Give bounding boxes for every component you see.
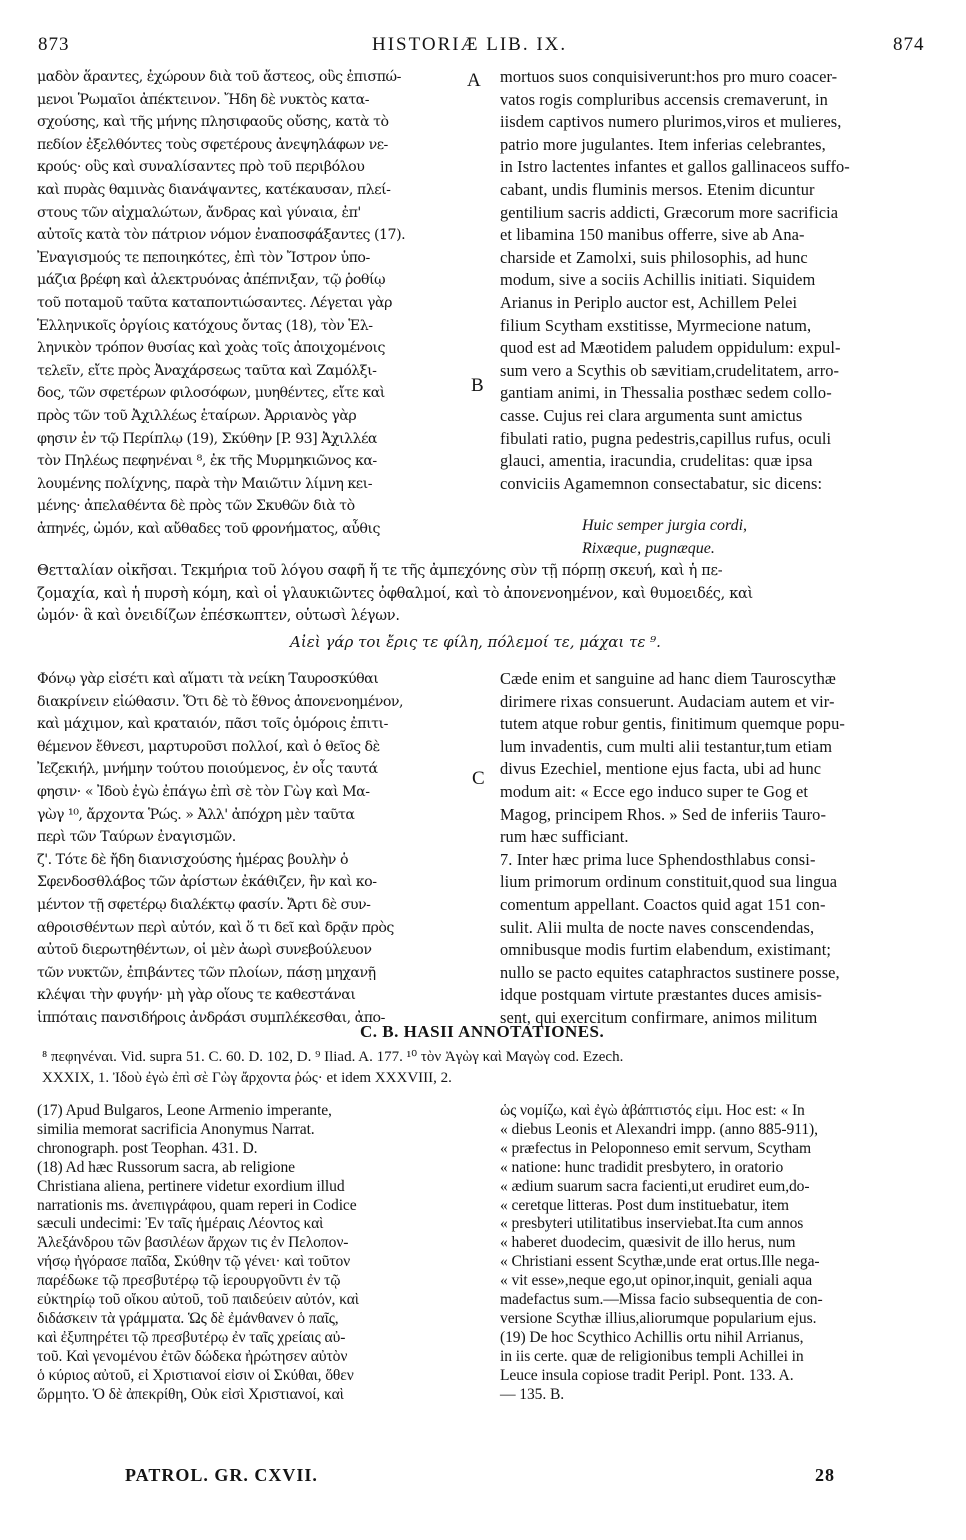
greek-text-line: πεδίον ἐξελθόντες τοὺς σφετέρους ἀνεψηλάφων νε- [37, 136, 388, 153]
latin-text-line: idque postquam virtute præstantes duces amisis- [500, 985, 822, 1005]
latin-text-line: divus Ezechiel, mentione ejus facta, ubi ad hunc [500, 759, 822, 779]
latin-text-line: sent, qui exercitum confirmare, animos militum [500, 1007, 818, 1027]
greek-text-line: μέντον τῇ σφετέρῳ διαλέκτῳ φασίν. Ἄρτι δὲ συν- [37, 896, 371, 913]
annotation-line: Leuce insula copiose tradit Peripl. Pont. 133. A. [500, 1366, 794, 1384]
latin-column-1 [500, 66, 850, 495]
annotation-line: « ceretque litteras. Post dum instituebatur, item [500, 1196, 789, 1214]
latin-text-line: fibulati ratio, pugna pedestris,capillus rufus, oculi [500, 428, 832, 448]
latin-text-line: Cæde enim et sanguine ad hanc diem Tauroscythæ [500, 669, 836, 688]
greek-text-line: ὠμόν· ἃ καὶ ὀνειδίζων ἐπέσκωπτεν, οὑτωσὶ λέγων. [37, 608, 400, 625]
annotation-line: chronograph. post Teophan. 431. D. [37, 1139, 258, 1157]
greek-text-line: Ἐναγισμούς τε πεποιηκότες, ἐπὶ τὸν Ἴστρον ὑπο- [37, 249, 370, 266]
greek-text-line: μενοι Ῥωμαῖοι ἀπέκτεινον. Ἤδη δὲ νυκτὸς κατα- [37, 91, 370, 108]
annotation-line: madefactus sum.—Missa facio subsequentia de con- [500, 1291, 823, 1309]
annotation-line: ὡς νομίζω, καὶ ἐγὼ ἀβάπτιστός εἰμι. Hoc est: « In [500, 1102, 805, 1119]
annotation-line: « Christiani essent Scythæ,unde erat ortus.Ille nega- [500, 1253, 820, 1271]
annotation-line: Ἀλεξάνδρου τῶν βασιλέων ἄρχων τις ἐν Πελοπον- [37, 1234, 349, 1252]
latin-text-line: rum hæc sufficiant. [500, 827, 629, 847]
annotation-line: διδάσκειν τὰ γράμματα. Ὡς δὲ ἐμάνθανεν ὁ παῖς, [37, 1309, 339, 1327]
greek-text-line: θέμενον ἔθνεσι, μαρτυροῦσι πολλοί, καὶ ὁ θεῖος δὲ [37, 738, 380, 755]
greek-text-line: κρούς· οὓς καὶ συναλίσαντες πρὸ τοῦ περιβόλου [37, 159, 365, 176]
annotation-line: — 135. B. [500, 1385, 565, 1403]
greek-text-line: ληνικὸν τρόπον θυσίας καὶ χοὰς τοῖς ἀποιχομένοις [37, 340, 385, 357]
latin-text-line: in Istro lactentes infantes et gallos gallinaceos suffo- [500, 157, 850, 177]
latin-text-line: lum invadentis, cum multi alii testantur,tum etiam [500, 736, 833, 756]
greek-text-line: ἱππόταις πανσιδήροις ἀνδράσι συμπλέκεσθαι, ἀπο- [37, 1009, 385, 1026]
page-number-right: 874 [893, 34, 925, 55]
latin-text-line: modum, sive a sociis Achillis initiati. Siquidem [500, 270, 816, 290]
greek-text-line: αὐτοῦ διερωτηθέντων, οἱ μὲν ἀωρὶ συνεβούλευον [37, 942, 372, 959]
latin-text-line: dirimere rixas consuerunt. Audaciam autem et vir- [500, 691, 835, 711]
greek-text-line: ἀπηνές, ὠμόν, καὶ αὔθαδες τοῦ φρονήματος, αὖθις [37, 520, 380, 537]
footnote-line: XXXIX, 1. Ἰδοὺ ἐγὼ ἐπὶ σὲ Γὼγ ἄρχοντα ῥώς· et idem XXXVIII, 2. [42, 1070, 452, 1086]
annotation-line: in iis certe. quæ de religionibus templi Achillei in [500, 1347, 804, 1365]
greek-text-line: τὸν Πηλέως πεφηνέναι ⁸, ἐκ τῆς Μυρμηκιῶνος κα- [37, 453, 377, 470]
latin-text-line: charside et Zamolxi, suis philosophis, ad hunc [500, 247, 808, 267]
greek-text-line: τῶν νυκτῶν, ἐπιβάντες τῶν πλοίων, πάσῃ μηχανῇ [37, 964, 376, 981]
annotation-line: Christiana aliena, pertinere videtur exordium illud [37, 1177, 345, 1195]
latin-text-line: et libamina 150 manibus offerre, sive ab Ana- [500, 225, 805, 245]
footer-page-number: 28 [815, 1465, 835, 1485]
latin-text-line: comentum appellant. Coactos quid agat 151 con- [500, 894, 826, 914]
latin-text-line: iisdem captivos numero plurimos,viros et mulieres, [500, 112, 842, 132]
annotation-line: καὶ ἐξυπηρέτει τῷ πρεσβυτέρῳ ἐν ταῖς χρείαις αὐ- [37, 1328, 346, 1346]
annotation-line: νήσῳ ἠγόρασε παῖδα, Σκύθην τῷ γένει· καὶ τοῦτον [37, 1253, 351, 1271]
annotation-line: ὥρμητο. Ὁ δὲ ἀπεκρίθη, Οὐκ εἰσὶ Χριστιανοί, καὶ [37, 1385, 344, 1403]
verse-line-1: Huic semper jurgia cordi, [582, 517, 748, 534]
footer-patrol: PATROL. GR. CXVII. [125, 1465, 318, 1485]
annotations-title: C. B. HASII ANNOTATIONES. [360, 1022, 605, 1041]
greek-text-line: μένης· ἀπελαθέντα δὲ πρὸς τῶν Σκυθῶν διὰ τὸ [37, 498, 355, 515]
latin-text-line: modum ait: « Ecce ego induco super te Gog et [500, 781, 808, 801]
footnote-line: ⁸ πεφηνέναι. Vid. supra 51. C. 60. D. 102, D. ⁹ Iliad. A. 177. ¹⁰ τὸν Ἀγὼγ καὶ Μαγὼγ cod. Ezech. [42, 1049, 624, 1065]
notes-right-column [500, 1102, 823, 1405]
greek-text-line: Ἑλληνικοῖς ὀργίοις κατόχους ὄντας (18), τὸν Ἑλ- [37, 317, 373, 334]
verse-line-2: Rixæque, pugnæque. [582, 540, 715, 557]
annotation-line: « presbyteri utilitatibus inserviebat.Ita cum annos [500, 1215, 804, 1233]
annotation-line: ὁ κύριος αὐτοῦ, εἰ Χριστιανοί εἰσιν οἱ Σκύθαι, ὅθεν [37, 1366, 354, 1384]
greek-text-line: καὶ πυρὰς θαμινὰς διανάψαντες, κατέκαυσαν, πλεί- [37, 181, 391, 198]
greek-text-line: σχούσης, καὶ τῆς μήνης πλησιφαοῦς οὔσης, κατὰ τὸ [37, 114, 389, 131]
annotation-line: « præfectus in Peloponneso emit servum, Scytham [500, 1139, 812, 1157]
greek-text-line: Σφενδοσθλάβος τῶν ἀρίστων ἐκάθιζεν, ἣν καὶ κο- [37, 874, 377, 891]
latin-text-line: sum vero a Scythis ob sævitiam,crudelitatem, arro- [500, 360, 840, 380]
annotation-line: « natione: hunc tradidit presbytero, in oratorio [500, 1158, 784, 1176]
annotation-line: « ædium suarum sacra facienti,ut erudiret eum,do- [500, 1177, 810, 1195]
notes-left-column [37, 1102, 359, 1405]
annotation-line: (18) Ad hæc Russorum sacra, ab religione [37, 1158, 296, 1176]
homer-quote: Αἰεὶ γάρ τοι ἔρις τε φίλη, πόλεμοί τε, μάχαι τε ⁹. [290, 633, 661, 651]
annotation-line: (17) Apud Bulgaros, Leone Armenio imperante, [37, 1102, 332, 1119]
greek-column-2 [37, 668, 403, 1030]
greek-text-line: καὶ μάχιμον, καὶ κραταιόν, πᾶσι τοῖς ὁμόροις ἐπιτι- [37, 716, 388, 733]
greek-text-line: τοῦ ποταμοῦ ταῦτα καταποντιώσαντες. Λέγεται γὰρ [37, 294, 392, 311]
latin-text-line: mortuos suos conquisiverunt:hos pro muro coacer- [500, 67, 838, 86]
annotation-line: εὐκτηρίῳ τοῦ οἴκου αὐτοῦ, τοῦ παιδεύειν αὐτόν, καὶ [37, 1291, 359, 1309]
greek-text-line: πρὸς τῶν τοῦ Ἀχιλλέως ἑταίρων. Ἀρριανὸς γὰρ [37, 407, 357, 424]
greek-text-line: αθροισθέντων περὶ αὐτόν, καὶ ὅ τι δεῖ καὶ δρᾷν πρὸς [37, 919, 394, 936]
latin-text-line: casse. Cujus rei clara argumenta sunt amictus [500, 405, 803, 425]
latin-text-line: conviciis Agamemnon consectabatur, sic dicens: [500, 473, 823, 493]
latin-text-line: quod est ad Mæotidem paludem oppidulum: expul- [500, 338, 841, 358]
annotation-line: narrationis ms. ἀνεπιγράφου, quam reperi in Codice [37, 1196, 357, 1214]
latin-text-line: tutem atque robur gentis, finitimum quemque popu- [500, 714, 845, 734]
greek-text-line: μάζια βρέφη καὶ ἀλεκτρυόνας ἀπέπνιξαν, τῷ ῥοθίῳ [37, 272, 386, 289]
greek-text-line: κλέψαι τὴν φυγήν· μὴ γὰρ οἵους τε καθεστάναι [37, 987, 356, 1004]
latin-text-line: Arianus in Periplo auctor est, Achillem Pelei [500, 292, 798, 312]
margin-letter-a: A [467, 70, 481, 91]
latin-text-line: lium primorum ordinum constituit,quod sua lingua [500, 872, 838, 892]
greek-text-line: τελεῖν, εἴτε πρὸς Ἀναχάρσεως ταῦτα καὶ Ζαμόλξι- [37, 362, 377, 379]
latin-text-line: filium Scytham exstitisse, Myrmecione natum, [500, 315, 812, 335]
latin-text-line: vatos rogis compluribus accensis cremaverunt, in [500, 89, 828, 109]
annotation-line: versione Scythæ illius,aliorumque popularium ejus. [500, 1309, 817, 1327]
greek-text-line: δος, τῶν σφετέρων φιλοσόφων, μυηθέντες, εἴτε καὶ [37, 385, 385, 402]
greek-text-line: διακρίνειν εἰώθασιν. Ὅτι δὲ τὸ ἔθνος ἀπονενοημένον, [37, 693, 404, 710]
page-number-left: 873 [38, 34, 70, 55]
greek-text-line: γὼγ ¹⁰, ἄρχοντα Ῥώς. » Ἀλλ' ἀπόχρη μὲν ταῦτα [37, 806, 355, 823]
greek-text-line: ζομαχία, καὶ ἡ πυρσὴ κόμη, καὶ οἱ γλαυκιῶντες ὀφθαλμοί, καὶ τὸ ἀπονενοημένον, καὶ θυμοειδές, καὶ [37, 585, 753, 602]
latin-column-2 [500, 668, 845, 1030]
latin-text-line: cabant, undis fluminis mersos. Etenim dicuntur [500, 179, 815, 199]
annotation-line: παρέδωκε τῷ πρεσβυτέρῳ τῷ ἱερουργοῦντι ἐν τῷ [37, 1272, 341, 1290]
latin-text-line: sulit. Alii multa de nocte naves conscendendas, [500, 917, 815, 937]
annotation-line: « diebus Leonis et Alexandri impp. (anno 885-911), [500, 1120, 818, 1138]
annotation-line: (19) De hoc Scythico Achillis ortu nihil Arrianus, [500, 1328, 804, 1346]
annotation-line: « vit esse»,neque ego,ut opinor,inquit, geniali aqua [500, 1272, 813, 1290]
greek-text-line: Θετταλίαν οἰκῆσαι. Τεκμήρια τοῦ λόγου σαφῆ ἥ τε τῆς ἀμπεχόνης σὺν τῇ πόρπῃ σκευή, καὶ ἡ πε- [37, 563, 723, 579]
annotation-line: τοῦ. Καὶ γενομένου ἐτῶν δώδεκα ἠρώτησεν αὐτὸν [37, 1347, 348, 1365]
running-title: HISTORIÆ LIB. IX. [372, 34, 568, 55]
annotation-line: « haberet duodecim, quæsivit de illo herus, num [500, 1234, 796, 1252]
greek-text-line: Ἰεζεκιήλ, μνήμην τούτου ποιούμενος, ἐν οἷς ταυτά [37, 761, 378, 778]
latin-text-line: glauci, amentia, iracundia, crudelitas: quæ ipsa [500, 451, 813, 471]
greek-text-line: περὶ τῶν Ταύρων ἐναγισμῶν. [37, 829, 236, 846]
greek-text-line: αὐτοῖς κατὰ τὸν πάτριον νόμον ἐναποσφάξαντες (17). [37, 227, 406, 244]
annotation-line: similia memorat sacrificia Anonymus Narrat. [37, 1120, 315, 1138]
margin-letter-c: C [472, 768, 485, 789]
latin-text-line: patrio more jugulantes. Item inferias celebrantes, [500, 134, 826, 154]
greek-column-1 [37, 66, 405, 540]
latin-text-line: Magog, principem Rhos. » Sed de inferiis Tauro- [500, 804, 826, 824]
latin-text-line: 7. Inter hæc prima luce Sphendosthlabus consi- [500, 849, 816, 869]
latin-text-line: omnibusque modis furtim elabendum, existimant; [500, 940, 832, 960]
greek-text-line: Φόνῳ γὰρ εἰσέτι καὶ αἵματι τὰ νείκη Ταυροσκύθαι [37, 671, 379, 687]
greek-text-line: στους τῶν αἰχμαλώτων, ἄνδρας καὶ γύναια, ἐπ' [37, 204, 361, 221]
footnotes [42, 1047, 623, 1089]
margin-letter-b: B [471, 375, 484, 396]
greek-text-line: φησιν ἐν τῷ Περίπλῳ (19), Σκύθην [P. 93] Ἀχιλλέα [37, 430, 377, 447]
full-width-greek [37, 560, 753, 628]
greek-text-line: μαδὸν ἅραντες, ἐχώρουν διὰ τοῦ ἄστεος, οὓς ἐπισπώ- [37, 69, 401, 85]
latin-text-line: gantiam animi, in Thessalia posthæc sedem collo- [500, 383, 832, 403]
annotation-line: sæculi undecimi: Ἐν ταῖς ἡμέραις Λέοντος καὶ [37, 1215, 324, 1233]
greek-text-line: φησιν· « Ἰδοὺ ἐγὼ ἐπάγω ἐπὶ σὲ τὸν Γὼγ καὶ Μα- [37, 783, 370, 800]
greek-text-line: λουμένης πολίχνης, παρὰ τὴν Μαιῶτιν λίμνη κει- [37, 475, 373, 492]
greek-text-line: ζ'. Τότε δὲ ἤδη διανισχούσης ἡμέρας βουλὴν ὁ [37, 851, 348, 868]
latin-text-line: gentilium sacris addicti, Græcorum more sacrificia [500, 202, 839, 222]
latin-text-line: nullo se pacto equites cataphractos sustinere posse, [500, 962, 840, 982]
